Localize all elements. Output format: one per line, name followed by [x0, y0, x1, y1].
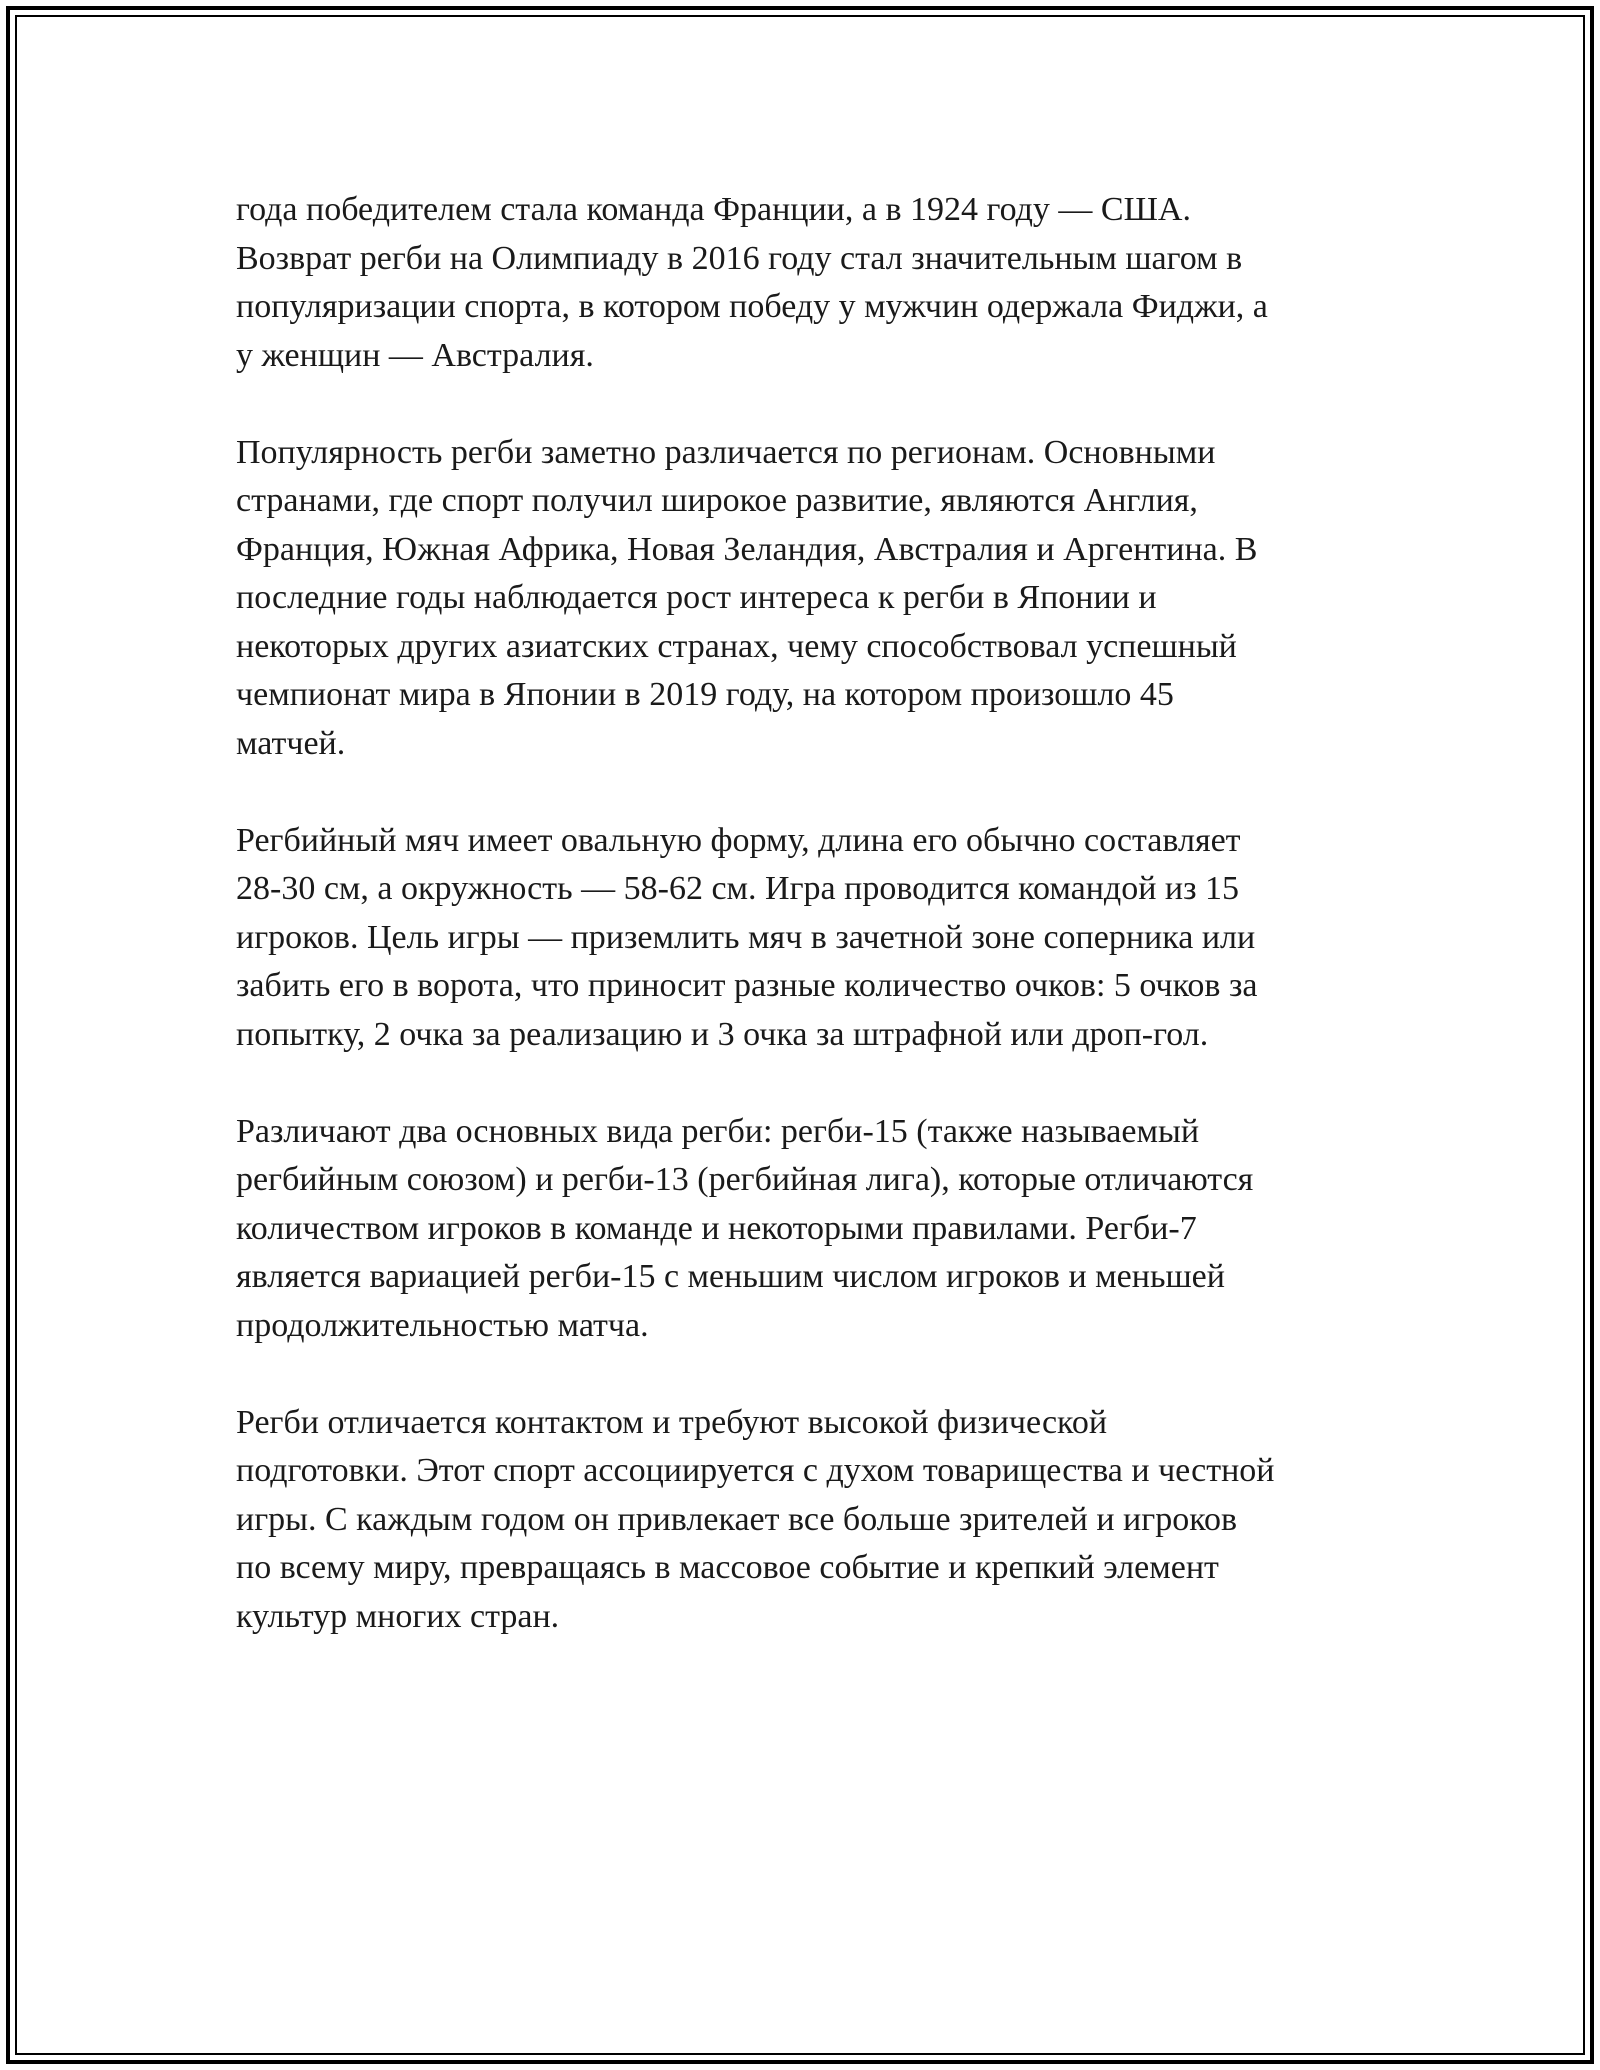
text-line: Регбийный мяч имеет овальную форму, длина его обычно составляет [236, 821, 1241, 859]
text-line: по всему миру, превращаясь в массовое событие и крепкий элемент [236, 1549, 1219, 1586]
text-line: Возврат регби на Олимпиаду в 2016 году стал значительным шагом в [236, 239, 1243, 277]
text-line: регбийным союзом) и регби-13 (регбийная лига), которые отличаются [236, 1161, 1254, 1198]
text-line: года победителем стала команда Франции, а в 1924 году — США. [236, 191, 1191, 228]
text-line: количеством игроков в команде и некоторыми правилами. Регби-7 [236, 1209, 1197, 1247]
text-line: игры. С каждым годом он привлекает все больше зрителей и игроков [236, 1500, 1238, 1538]
text-line: игроков. Цель игры — приземлить мяч в зачетной зоне соперника или [236, 918, 1256, 956]
paragraph-rugby-types [236, 1108, 1376, 1351]
text-line: Популярность регби заметно различается по регионам. Основными [236, 433, 1216, 471]
text-line: является вариацией регби-15 с меньшим числом игроков и меньшей [236, 1258, 1225, 1295]
paragraph-olympics [236, 186, 1376, 380]
paragraph-ball-and-scoring [236, 817, 1376, 1060]
text-line: забить его в ворота, что приносит разные количество очков: 5 очков за [236, 967, 1258, 1004]
paragraph-popularity [236, 429, 1376, 769]
text-line: культур многих стран. [236, 1597, 560, 1635]
text-line: матчей. [236, 724, 346, 762]
paragraph-conclusion [236, 1399, 1376, 1642]
text-line: Франция, Южная Африка, Новая Зеландия, Австралия и Аргентина. В [236, 530, 1258, 568]
text-line: подготовки. Этот спорт ассоциируется с духом товарищества и честной [236, 1452, 1275, 1489]
text-line: Регби отличается контактом и требуют высокой физической [236, 1403, 1108, 1441]
text-line: у женщин — Австралия. [236, 336, 594, 374]
text-line: Различают два основных вида регби: регби-15 (также называемый [236, 1112, 1200, 1150]
text-line: популяризации спорта, в котором победу у мужчин одержала Фиджи, а [236, 288, 1268, 325]
text-line: странами, где спорт получил широкое развитие, являются Англия, [236, 482, 1198, 519]
text-line: последние годы наблюдается рост интереса к регби в Японии и [236, 579, 1157, 616]
text-line: продолжительностью матча. [236, 1306, 649, 1344]
document-body [236, 186, 1376, 1690]
text-line: некоторых других азиатских странах, чему способствовал успешный [236, 627, 1237, 665]
text-line: 28-30 см, а окружность — 58-62 см. Игра проводится командой из 15 [236, 870, 1240, 907]
text-line: попытку, 2 очка за реализацию и 3 очка за штрафной или дроп-гол. [236, 1015, 1209, 1053]
text-line: чемпионат мира в Японии в 2019 году, на котором произошло 45 [236, 676, 1174, 713]
